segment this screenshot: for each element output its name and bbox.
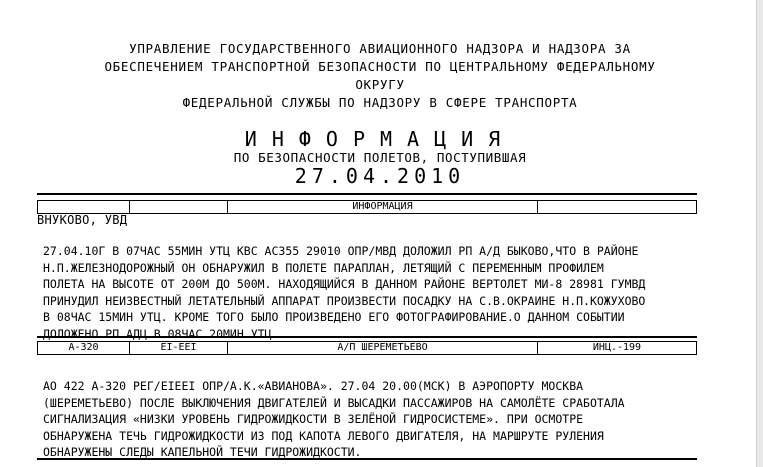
- aircraft-type: А-320: [38, 342, 130, 354]
- text-line: АО 422 А-320 РЕГ/EIEEI ОПР/А.К.«АВИАНОВА». 27.04 20.00(МСК) В АЭРОПОРТУ МОСКВА: [43, 379, 584, 393]
- header-line: ОБЕСПЕЧЕНИЕМ ТРАНСПОРТНОЙ БЕЗОПАСНОСТИ ПО ЦЕНТРАЛЬНОМУ ФЕДЕРАЛЬНОМУ: [104, 59, 656, 74]
- vertical-scrollbar[interactable]: [756, 0, 763, 467]
- report-date: 27.04.2010: [294, 164, 466, 188]
- header-line: УПРАВЛЕНИЕ ГОСУДАРСТВЕННОГО АВИАЦИОННОГО НАДЗОРА И НАДЗОРА ЗА: [129, 41, 631, 56]
- aircraft-registration: EI-EEI: [130, 342, 228, 354]
- event-description: [43, 243, 713, 342]
- event-description: [43, 378, 713, 461]
- info-row: [37, 200, 697, 214]
- text-line: ОБНАРУЖЕНЫ СЛЕДЫ КАПЕЛЬНОЙ ТЕЧИ ГИДРОЖИДКОСТИ.: [43, 445, 362, 459]
- info-row-cell: [538, 201, 696, 213]
- divider: [37, 193, 697, 195]
- incident-number: ИНЦ.-199: [592, 342, 642, 353]
- text-line: ДОЛОЖЕНО РП АДЦ В 08ЧАС 20МИН УТЦ.: [43, 326, 279, 341]
- text-line: (ШЕРЕМЕТЬЕВО) ПОСЛЕ ВЫКЛЮЧЕНИЯ ДВИГАТЕЛЕЙ И ВЫСАДКИ ПАССАЖИРОВ НА САМОЛЁТЕ СРАБОТАЛА: [43, 395, 625, 410]
- info-row-cell: [130, 201, 228, 213]
- airport: А/П ШЕРЕМЕТЬЕВО: [228, 342, 538, 354]
- text-line: СИГНАЛИЗАЦИЯ «НИЗКИ УРОВЕНЬ ГИДРОЖИДКОСТИ В ЗЕЛЁНОЙ ГИДРОСИСТЕМЕ». ПРИ ОСМОТРЕ: [43, 412, 584, 426]
- text-line: В 08ЧАС 15МИН УТЦ. КРОМЕ ТОГО БЫЛО ПРОИЗВЕДЕНО ЕГО ФОТОГРАФИРОВАНИЕ.О ДАННОМ СОБЫТИИ: [43, 310, 625, 324]
- document-subtitle: ПО БЕЗОПАСНОСТИ ПОЛЕТОВ, ПОСТУПИВШАЯ: [233, 150, 527, 165]
- text-line: ПОЛЕТА НА ВЫСОТЕ ОТ 200М ДО 500М. НАХОДЯЩИЙСЯ В ДАННОМ РАЙОНЕ ВЕРТОЛЕТ МИ-8 28981 ГУМВД: [43, 277, 646, 291]
- text-line: 27.04.10Г В 07ЧАС 55МИН УТЦ КВС АС355 29010 ОПР/МВД ДОЛОЖИЛ РП А/Д БЫКОВО,ЧТО В РАЙОНЕ: [43, 244, 639, 258]
- event-location: ВНУКОВО, УВД: [37, 213, 128, 227]
- divider: [37, 336, 697, 338]
- text-line: ПРИНУДИЛ НЕИЗВЕСТНЫЙ ЛЕТАТЕЛЬНЫЙ АППАРАТ ПРОИЗВЕСТИ ПОСАДКУ НА С.В.ОКРАИНЕ Н.П.КОЖУХОВО: [43, 293, 646, 308]
- text-line: ОБНАРУЖЕНА ТЕЧЬ ГИДРОЖИДКОСТИ ИЗ ПОД КАПОТА ЛЕВОГО ДВИГАТЕЛЯ, НА МАРШРУТЕ РУЛЕНИЯ: [43, 428, 604, 443]
- header-line: ФЕДЕРАЛЬНОЙ СЛУЖБЫ ПО НАДЗОРУ В СФЕРЕ ТРАНСПОРТА: [182, 95, 578, 110]
- text-line: Н.П.ЖЕЛЕЗНОДОРОЖНЫЙ ОН ОБНАРУЖИЛ В ПОЛЕТЕ ПАРАПЛАН, ЛЕТЯЩИЙ С ПЕРЕМЕННЫМ ПРОФИЛЕМ: [43, 260, 604, 275]
- aircraft-row: [37, 341, 697, 355]
- header-line: ОКРУГУ: [355, 77, 405, 92]
- agency-header: [30, 40, 730, 112]
- info-row-header: ИНФОРМАЦИЯ: [228, 201, 538, 213]
- document-title: ИНФОРМАЦИЯ: [244, 127, 516, 151]
- title-block: [30, 128, 730, 186]
- divider: [37, 458, 697, 460]
